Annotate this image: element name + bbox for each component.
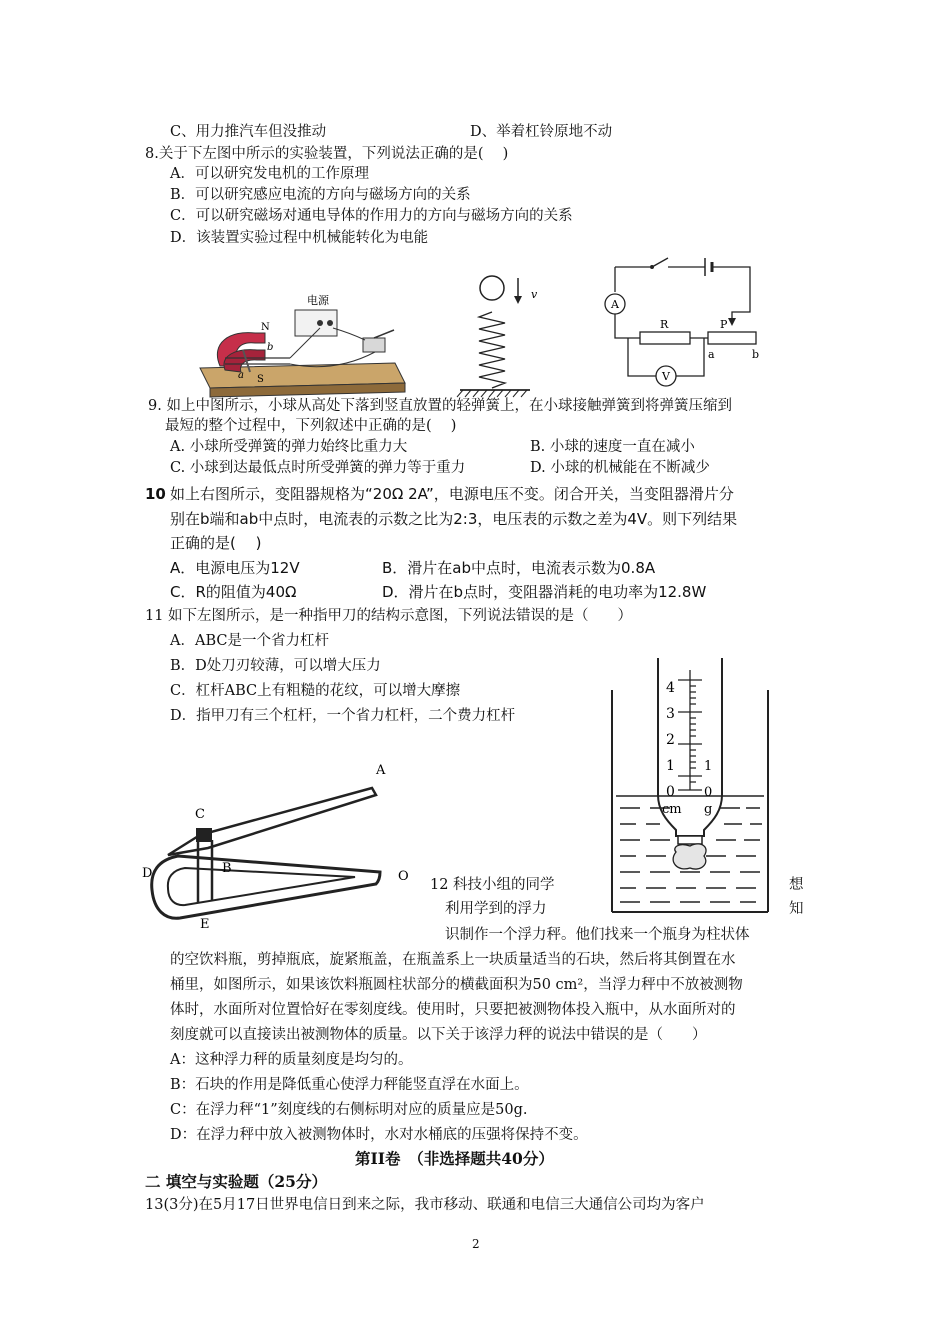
scale-unit-g: g bbox=[704, 802, 713, 817]
q10-option-c: C．R的阻值为40Ω bbox=[170, 583, 297, 601]
rheostat-b-label: b bbox=[752, 348, 760, 361]
q11-stem: 11 如下左图所示，是一种指甲刀的结构示意图，下列说法错误的是（ ） bbox=[145, 608, 633, 624]
section-ii-title: 第II卷 （非选择题共40分） bbox=[355, 1149, 554, 1168]
q8-option-d: D．该装置实验过程中机械能转化为电能 bbox=[170, 230, 429, 246]
q8-option-c: C．可以研究磁场对通电导体的作用力的方向与磁场方向的关系 bbox=[170, 208, 573, 224]
q9-option-c: C. 小球到达最低点时所受弹簧的弹力等于重力 bbox=[170, 460, 466, 476]
q10-stem-line2: 别在b端和ab中点时，电流表的示数之比为2:3，电压表的示数之差为4V。则下列结果 bbox=[170, 510, 738, 528]
q12-option-b: B：石块的作用是降低重心使浮力秤能竖直浮在水面上。 bbox=[170, 1077, 529, 1093]
resistor-label: R bbox=[660, 318, 669, 331]
q9-option-b: B. 小球的速度一直在减小 bbox=[530, 439, 695, 455]
rheostat-label: P bbox=[720, 318, 728, 331]
q9-option-d: D. 小球的机械能在不断减少 bbox=[530, 460, 710, 476]
q11-option-d: D．指甲刀有三个杠杆，一个省力杠杆，二个费力杠杆 bbox=[170, 708, 516, 724]
q12-line4: 的空饮料瓶，剪掉瓶底，旋紧瓶盖，在瓶盖系上一块质量适当的石块，然后将其倒置在水 bbox=[170, 952, 736, 968]
q12-line1-left: 12 科技小组的同学 bbox=[430, 877, 555, 893]
q12-line6: 体时，水面所对位置恰好在零刻度线。使用时，只要把被测物体投入瓶中，从水面所对的 bbox=[170, 1002, 736, 1018]
q13-stem: 13(3分)在5月17日世界电信日到来之际，我市移动、联通和电信三大通信公司均为客户 bbox=[145, 1197, 705, 1213]
q12-line2-left: 利用学到的浮力 bbox=[445, 901, 547, 917]
q10-stem-line3: 正确的是( ) bbox=[170, 534, 262, 552]
clipper-label-a: A bbox=[376, 763, 386, 778]
clipper-label-e: E bbox=[200, 917, 210, 932]
q12-line2-right: 知 bbox=[789, 901, 804, 917]
scale-tick-2: 2 bbox=[666, 732, 675, 748]
scale-tick-0: 0 bbox=[666, 784, 675, 800]
clipper-label-o: O bbox=[398, 869, 409, 884]
q11-option-a: A．ABC是一个省力杠杆 bbox=[170, 633, 329, 649]
q9-stem-line1: 9. 如上中图所示，小球从高处下落到竖直放置的轻弹簧上，在小球接触弹簧到将弹簧压缩到 bbox=[148, 398, 732, 414]
q10-option-a: A．电源电压为12V bbox=[170, 559, 300, 577]
q8-option-a: A．可以研究发电机的工作原理 bbox=[170, 166, 369, 182]
page-number: 2 bbox=[472, 1237, 480, 1251]
q11-option-b: B．D处刀刃较薄，可以增大压力 bbox=[170, 658, 381, 674]
q11-option-c: C．杠杆ABC上有粗糙的花纹，可以增大摩擦 bbox=[170, 683, 461, 699]
nail-clipper-figure bbox=[140, 760, 420, 935]
q12-option-a: A：这种浮力秤的质量刻度是均匀的。 bbox=[170, 1052, 413, 1068]
buoyancy-scale-figure bbox=[606, 650, 776, 915]
rail-a-label: a bbox=[238, 370, 244, 381]
scale-right-tick-1: 1 bbox=[704, 759, 713, 774]
scale-tick-3: 3 bbox=[666, 706, 675, 722]
q12-option-c: C：在浮力秤“1”刻度线的右侧标明对应的质量应是50g. bbox=[170, 1102, 528, 1118]
magnet-s-label: S bbox=[257, 374, 264, 385]
velocity-label: v bbox=[531, 288, 538, 301]
clipper-label-b: B bbox=[222, 861, 232, 876]
q8-option-b: B．可以研究感应电流的方向与磁场方向的关系 bbox=[170, 187, 471, 203]
q10-option-d: D．滑片在b点时，变阻器消耗的电功率为12.8W bbox=[382, 583, 707, 601]
q9-stem-line2: 最短的整个过程中，下列叙述中正确的是( ) bbox=[165, 418, 457, 434]
q10-option-b: B．滑片在ab中点时，电流表示数为0.8A bbox=[382, 559, 656, 577]
rheostat-a-label: a bbox=[708, 348, 715, 361]
ammeter-label: A bbox=[611, 298, 619, 311]
scale-unit-cm: cm bbox=[662, 802, 682, 817]
scale-tick-1: 1 bbox=[666, 758, 675, 774]
clipper-label-c: C bbox=[195, 807, 205, 822]
rail-b-label: b bbox=[267, 342, 274, 353]
q7-option-d: D、举着杠铃原地不动 bbox=[470, 124, 613, 140]
q12-line7: 刻度就可以直接读出被测物体的质量。以下关于该浮力秤的说法中错误的是（ ） bbox=[170, 1027, 707, 1043]
motor-apparatus-figure bbox=[195, 288, 415, 408]
ball-spring-figure bbox=[455, 270, 545, 400]
clipper-label-d: D bbox=[142, 866, 153, 881]
q10-number: 10 bbox=[145, 485, 166, 503]
q12-line5: 桶里，如图所示，如果该饮料瓶圆柱状部分的横截面积为50 cm²，当浮力秤中不放被测物 bbox=[170, 977, 743, 993]
voltmeter-label: V bbox=[662, 370, 670, 383]
scale-right-tick-0: 0 bbox=[704, 785, 713, 800]
q12-option-d: D：在浮力秤中放入被测物体时，水对水桶底的压强将保持不变。 bbox=[170, 1127, 588, 1143]
magnet-n-label: N bbox=[261, 322, 270, 333]
q12-line3: 识制作一个浮力秤。他们找来一个瓶身为柱状体 bbox=[445, 927, 750, 943]
q7-option-c: C、用力推汽车但没推动 bbox=[170, 124, 327, 140]
q12-line1-right: 想 bbox=[789, 877, 804, 893]
q10-stem-line1: 如上右图所示，变阻器规格为“20Ω 2A”，电源电压不变。闭合开关，当变阻器滑片分 bbox=[170, 485, 734, 503]
rheostat-circuit-figure bbox=[600, 252, 770, 392]
q9-option-a: A. 小球所受弹簧的弹力始终比重力大 bbox=[170, 439, 408, 455]
scale-tick-4: 4 bbox=[666, 680, 675, 696]
power-supply-label: 电源 bbox=[307, 294, 329, 307]
q8-stem: 8.关于下左图中所示的实验装置，下列说法正确的是( ) bbox=[145, 146, 509, 162]
part-two-heading: 二 填空与实验题（25分） bbox=[145, 1172, 327, 1191]
